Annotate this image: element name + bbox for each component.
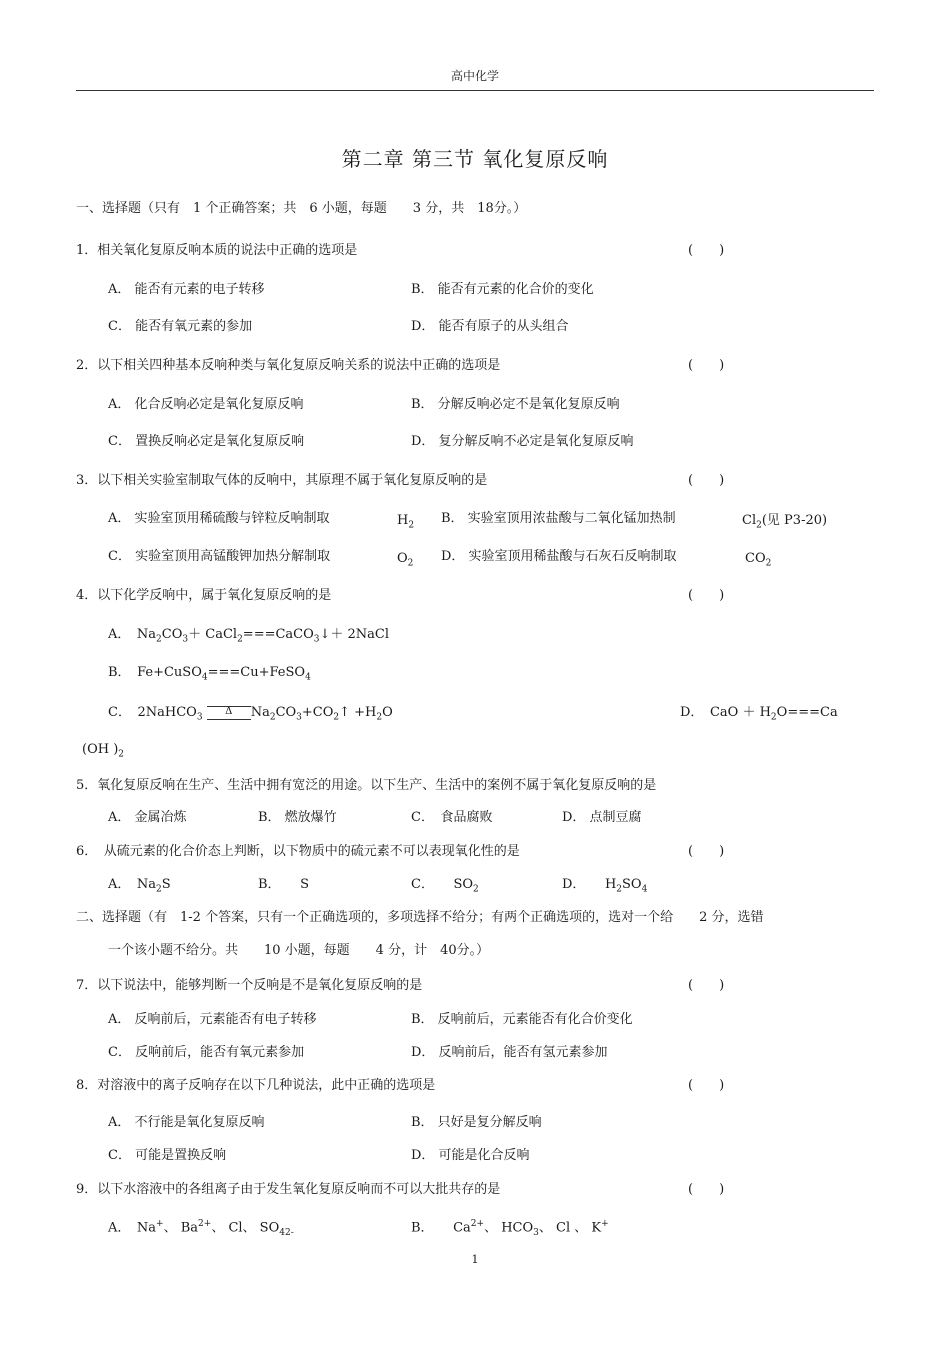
section-1-heading: 一、选择题（只有 1 个正确答案；共 6 小题，每题 3 分，共 18分。） [76,201,527,216]
question-8-stem: 8．对溶液中的离子反响存在以下几种说法，此中正确的选项是 [76,1078,436,1093]
question-6-option-b: B． S [258,877,309,892]
question-8-option-b: B． 只好是复分解反响 [411,1115,542,1130]
section-2-heading-line-2: 一个该小题不给分。共 10 小题，每题 4 分，计 40分。） [108,943,490,958]
question-1-stem: 1．相关氧化复原反响本质的说法中正确的选项是 [76,243,358,258]
question-6-stem: 6． 从硫元素的化合价态上判断，以下物质中的硫元素不可以表现氧化性的是 [76,844,520,859]
question-6-option-c: C． $SO_2$ [411,877,479,895]
header-rule [76,90,874,91]
question-1-option-b: B． 能否有元素的化合价的变化 [411,282,594,297]
question-6-option-d: D． $H_2SO_4$ [562,877,648,895]
question-4-stem: 4．以下化学反响中，属于氧化复原反响的是 [76,588,332,603]
question-5-stem: 5．氧化复原反响在生产、生活中拥有宽泛的用途。以下生产、生活中的案例不属于氧化复原反响的是 [76,778,657,793]
page-number: 1 [471,1253,479,1266]
question-3-answer-blank: ( ) [688,473,725,488]
heating-arrow: Δ [207,706,251,720]
question-5-option-b: B． 燃放爆竹 [258,810,337,825]
question-3-option-a: A． 实验室顶用稀硫酸与锌粒反响制取 [108,511,330,526]
question-3-option-d-formula: $CO_2$ [745,551,772,569]
question-1-option-c: C． 能否有氧元素的参加 [108,319,253,334]
question-9-option-a: A． Na+、 $Ba^{2+}$、 Cl、 $SO_{42-}$ [108,1219,294,1238]
question-4-option-c: C． 2NaHCO$_3$ Δ $Na_2CO_3+CO_2↑ +H_2O$ [108,705,393,723]
question-8-answer-blank: ( ) [688,1078,725,1093]
question-6-option-a: A． $Na_2S$ [108,877,171,895]
question-4-option-d: D． CaO ＋ $H_2O===Ca$ [680,705,838,723]
question-1-option-a: A． 能否有元素的电子转移 [108,282,265,297]
question-5-option-d: D． 点制豆腐 [562,810,642,825]
question-2-option-a: A． 化合反响必定是氧化复原反响 [108,397,304,412]
question-8-option-d: D． 可能是化合反响 [411,1148,530,1163]
question-7-option-a: A． 反响前后，元素能否有电子转移 [108,1012,317,1027]
question-1-option-d: D． 能否有原子的从头组合 [411,319,569,334]
question-2-option-d: D． 复分解反响不必定是氧化复原反响 [411,434,634,449]
header-title: 高中化学 [450,69,499,83]
question-7-answer-blank: ( ) [688,978,725,993]
question-2-option-c: C． 置换反响必定是氧化复原反响 [108,434,305,449]
question-8-option-c: C． 可能是置换反响 [108,1148,227,1163]
question-6-answer-blank: ( ) [688,844,725,859]
question-3-option-a-formula: $H_2$ [397,513,415,531]
question-9-option-b: B． $Ca^{2+}$、 $HCO_3$、 Cl 、 K+ [411,1219,609,1238]
question-9-stem: 9．以下水溶液中的各组离子由于发生氧化复原反响而不可以大批共存的是 [76,1182,501,1197]
section-2-heading-line-1: 二、选择题（有 1-2 个答案，只有一个正确选项的，多项选择不给分；有两个正确选项的，选对一个给 2 分，选错 [76,910,764,925]
question-2-option-b: B． 分解反响必定不是氧化复原反响 [411,397,620,412]
question-7-stem: 7．以下说法中，能够判断一个反响是不是氧化复原反响的是 [76,978,423,993]
question-5-option-c: C． 食品腐败 [411,810,493,825]
question-2-stem: 2．以下相关四种基本反响种类与氧化复原反响关系的说法中正确的选项是 [76,358,501,373]
question-3-option-b-formula: $Cl_2$(见 P3-20) [742,513,828,531]
question-3-option-c-formula: $O_2$ [397,551,414,569]
question-5-option-a: A． 金属冶炼 [108,810,187,825]
question-7-option-d: D． 反响前后，能否有氢元素参加 [411,1045,608,1060]
question-7-option-b: B． 反响前后，元素能否有化合价变化 [411,1012,633,1027]
question-9-answer-blank: ( ) [688,1182,725,1197]
question-4-option-b: B． Fe+CuSO$_4$===Cu+FeSO$_4$ [108,665,311,683]
question-3-option-b: B． 实验室顶用浓盐酸与二氧化锰加热制 [441,511,676,526]
question-4-option-d-continued: (OH )$_2$ [82,742,125,760]
question-8-option-a: A． 不行能是氧化复原反响 [108,1115,265,1130]
question-1-answer-blank: ( ) [688,243,725,258]
question-3-stem: 3．以下相关实验室制取气体的反响中，其原理不属于氧化复原反响的是 [76,473,488,488]
question-7-option-c: C． 反响前后，能否有氧元素参加 [108,1045,305,1060]
question-3-option-c: C． 实验室顶用高锰酸钾加热分解制取 [108,549,331,564]
question-4-answer-blank: ( ) [688,588,725,603]
question-3-option-d: D． 实验室顶用稀盐酸与石灰石反响制取 [441,549,677,564]
question-4-option-a: A． $Na_2CO_3+$ CaCl$_2$===CaCO$_3$↓＋ 2NaCl [108,627,390,645]
page-title: 第二章 第三节 氧化复原反响 [341,147,609,171]
question-2-answer-blank: ( ) [688,358,725,373]
